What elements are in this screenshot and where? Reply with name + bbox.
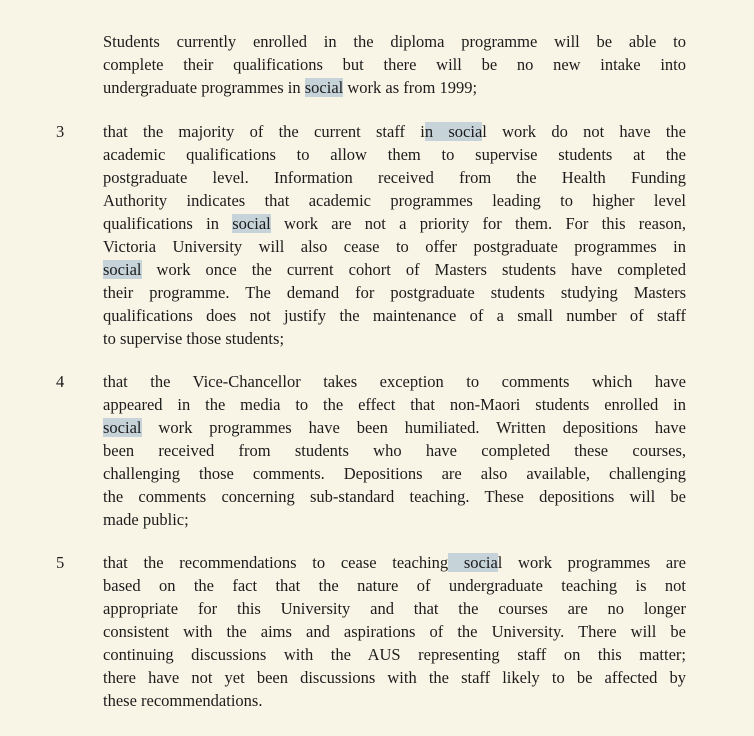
paragraph-number: 5: [56, 553, 65, 572]
paragraph-number: 3: [56, 122, 65, 141]
text-line: their programme. The demand for postgraduate students studying Masters: [103, 283, 686, 302]
search-highlight: socia: [448, 553, 498, 572]
text-line: consistent with the aims and aspirations of the University. There will be: [103, 622, 686, 641]
text-line: that the recommendations to cease teaching social work programmes are: [103, 553, 686, 572]
search-highlight: social: [232, 214, 271, 233]
search-highlight: n socia: [424, 122, 483, 141]
text-line: complete their qualifications but there will be no new intake into: [103, 55, 686, 74]
text-line: Students currently enrolled in the diploma programme will be able to: [103, 32, 686, 51]
text-line: qualifications in social work are not a priority for them. For this reason,: [103, 214, 686, 233]
text-line: qualifications does not justify the maintenance of a small number of staff: [103, 306, 686, 325]
text-line: Victoria University will also cease to offer postgraduate programmes in: [103, 237, 686, 256]
text-line: challenging those comments. Depositions are also available, challenging: [103, 464, 686, 483]
text-line: postgraduate level. Information received from the Health Funding: [103, 168, 686, 187]
text-line: based on the fact that the nature of undergraduate teaching is not: [103, 576, 686, 595]
text-line: undergraduate programmes in social work as from 1999;: [103, 78, 478, 97]
text-line: social work programmes have been humiliated. Written depositions have: [103, 418, 686, 437]
text-line: to supervise those students;: [103, 329, 285, 348]
text-line: Authority indicates that academic programmes leading to higher level: [103, 191, 686, 210]
text-line: there have not yet been discussions with the staff likely to be affected by: [103, 668, 686, 687]
text-line: these recommendations.: [103, 691, 263, 710]
text-line: academic qualifications to allow them to supervise students at the: [103, 145, 686, 164]
text-line: appropriate for this University and that the courses are no longer: [103, 599, 686, 618]
search-highlight: social: [103, 260, 142, 279]
search-highlight: social: [103, 418, 142, 437]
paragraph-number: 4: [56, 372, 65, 391]
text-line: social work once the current cohort of Masters students have completed: [103, 260, 686, 279]
text-line: the comments concerning sub-standard teaching. These depositions will be: [103, 487, 686, 506]
text-line: appeared in the media to the effect that non-Maori students enrolled in: [103, 395, 686, 414]
text-line: continuing discussions with the AUS representing staff on this matter;: [103, 645, 686, 664]
text-line: that the Vice-Chancellor takes exception to comments which have: [103, 372, 686, 391]
search-highlight: social: [304, 78, 344, 97]
text-line: made public;: [103, 510, 189, 529]
text-line: been received from students who have completed these courses,: [103, 441, 686, 460]
text-line: that the majority of the current staff in social work do not have the: [103, 122, 686, 141]
